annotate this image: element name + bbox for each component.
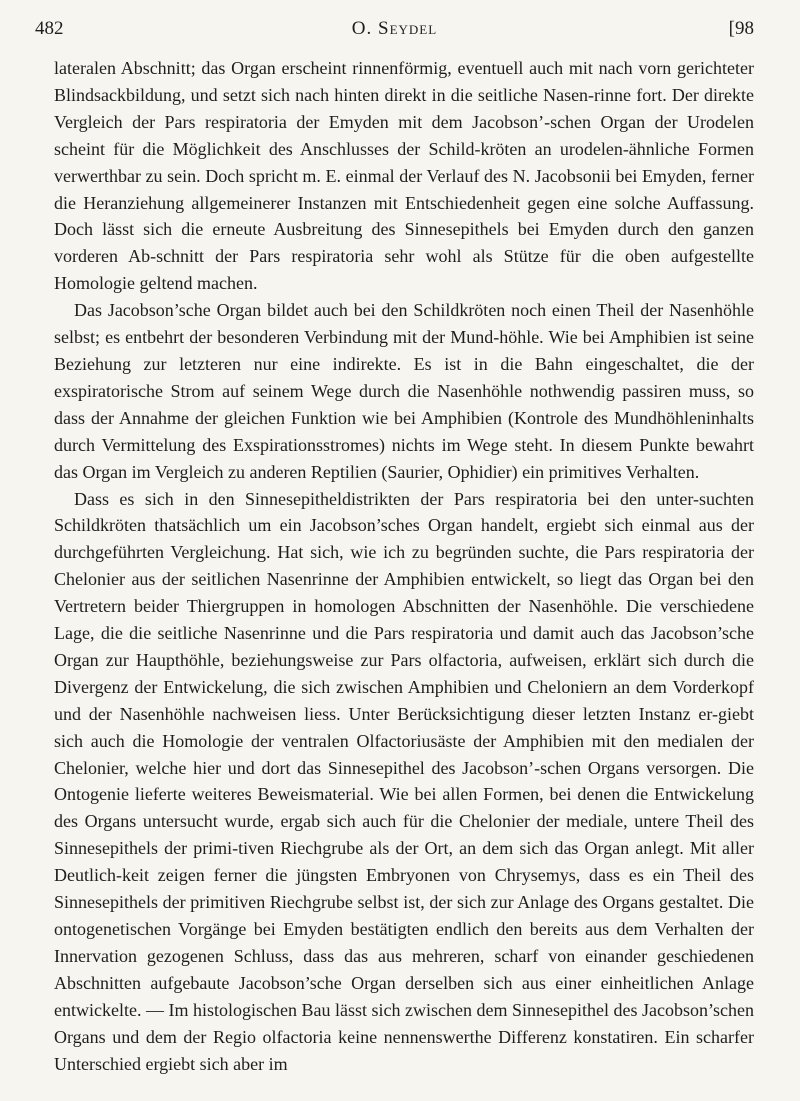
author-name: O. Seydel (351, 18, 438, 39)
page-number: 482 (35, 18, 64, 39)
paragraph-3: Dass es sich in den Sinnesepitheldistrikten der Pars respiratoria bei den unter-suchten Schildkröten thatsächlich um ein Jacobson’sches Organ handelt, ergiebt sich einmal aus der durchgeführten Vergleichung. Hat sich, wie ich zu begründen suchte, die Pars respiratoria der Chelonier aus der seitlichen Nasenrinne der Amphibien entwickelt, so liegt das Organ bei den Vertretern beider Thiergruppen in homologen Abschnitten der Nasenhöhle. Die verschiedene Lage, die die seitliche Nasenrinne und die Pars respiratoria und damit auch das Jacobson’sche Organ zur Haupthöhle, beziehungsweise zur Pars olfactoria, aufweisen, erklärt sich durch die Divergenz der Entwickelung, die sich zwischen Amphibien und Cheloniern an dem Vorderkopf und der Nasenhöhle nachweisen liess. Unter Berücksichtigung dieser letzten Instanz er-giebt sich auch die Homologie der ventralen Olfactoriusäste der Amphibien mit den medialen der Chelonier, welche hier und dort das Sinnesepithel des Jacobson’-schen Organs versorgen. Die Ontogenie lieferte weiteres Beweismaterial. Wie bei allen Formen, bei denen die Entwickelung des Organs untersucht wurde, ergab sich auch für die Chelonier der mediale, untere Theil des Sinnesepithels der primi-tiven Riechgrube als der Ort, an dem sich das Organ anlegt. Mit aller Deutlich-keit zeigen ferner die jüngsten Embryonen von Chrysemys, dass es ein Theil des Sinnesepithels der primitiven Riechgrube selbst ist, der sich zur Anlage des Organs gestaltet. Die ontogenetischen Vorgänge bei Emyden bestätigten endlich den bereits aus dem Verhalten der Innervation gezogenen Schluss, dass das aus mehreren, scharf von einander geschiedenen Abschnitten aufgebaute Jacobson’sche Organ derselben sich aus einer einheitlichen Anlage entwickelte. — Im histologischen Bau lässt sich zwischen dem Sinnesepithel des Jacobson’schen Organs und dem der Regio olfactoria keine nennenswerthe Differenz konstatiren. Ein scharfer Unterschied ergiebt sich aber im (54, 488, 754, 1074)
paragraph-2: Das Jacobson’sche Organ bildet auch bei den Schildkröten noch einen Theil der Nasenhöhle selbst; es entbehrt der besonderen Verbindung mit der Mund-höhle. Wie bei Amphibien ist seine Beziehung zur letzteren nur eine indirekte. Es ist in die Bahn eingeschaltet, die der exspiratorische Strom auf seinem Wege durch die Nasenhöhle nothwendig passiren muss, so dass der Annahme der gleichen Funktion wie bei Amphibien (Kontrole des Mundhöhleninhalts durch Vermittelung des Exspirationsstromes) nichts im Wege steht. In diesem Punkte bewahrt das Organ im Vergleich zu anderen Reptilien (Saurier, Ophidier) ein primitives Verhalten. (54, 300, 754, 482)
paragraph-1: lateralen Abschnitt; das Organ erscheint rinnenförmig, eventuell auch mit nach vorn gerichteter Blindsackbildung, und setzt sich nach hinten direkt in die seitliche Nasen-rinne fort. Der direkte Vergleich der Pars respiratoria der Emyden mit dem Jacobson’-schen Organ der Urodelen scheint für die Möglichkeit des Anschlusses der Schild-kröten an urodelen-ähnliche Formen verwerthbar zu sein. Doch spricht m. E. einmal der Verlauf des N. Jacobsonii bei Emyden, ferner die Heranziehung allgemeinerer Instanzen mit Entschiedenheit gegen eine solche Auffassung. Doch lässt sich die erneute Ausbreitung des Sinnesepithels bei Emyden durch den ganzen vorderen Ab-schnitt der Pars respiratoria sehr wohl als Stütze für die oben aufgestellte Homologie geltend machen. (54, 58, 754, 294)
body-text (54, 55, 754, 1077)
running-header (35, 18, 754, 48)
section-reference: [98 (728, 18, 754, 39)
